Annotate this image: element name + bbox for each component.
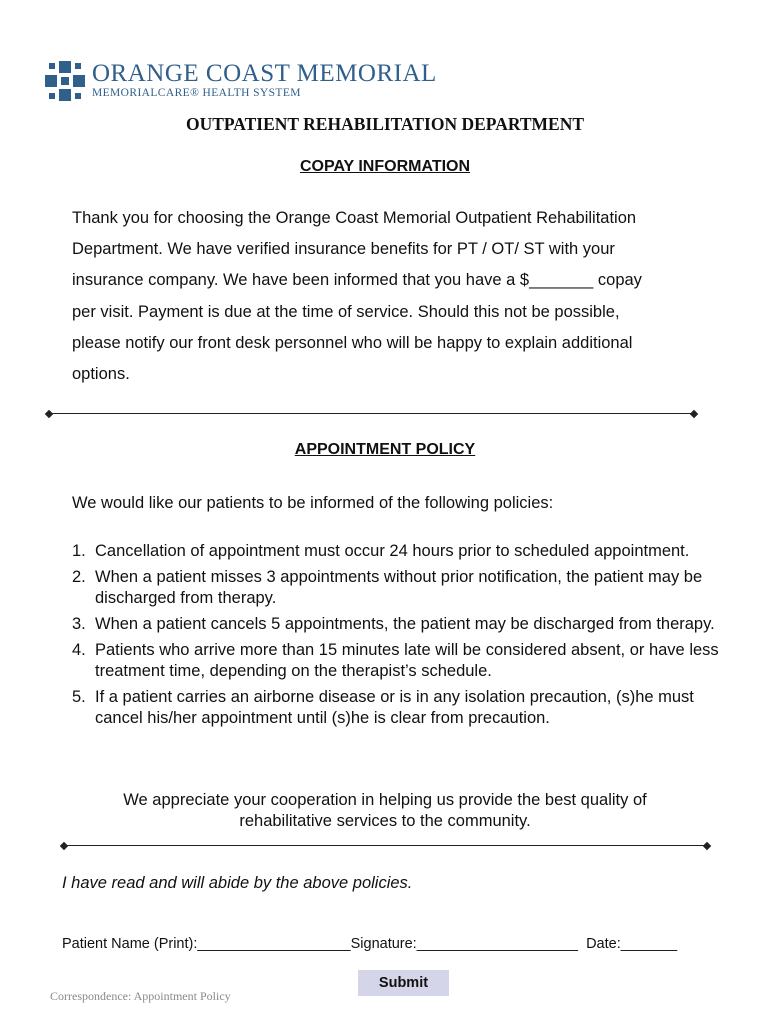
signature-row xyxy=(62,936,677,952)
copay-line: please notify our front desk personnel who will be happy to explain additional xyxy=(72,333,633,352)
policy-number: 1. xyxy=(72,542,86,560)
copay-line: options. xyxy=(72,365,130,384)
acknowledgement-text: I have read and will abide by the above policies. xyxy=(62,874,413,892)
copay-line: insurance company. We have been informed that you have a $_______ copay xyxy=(72,271,642,290)
policy-text: When a patient cancels 5 appointments, the patient may be discharged from therapy. xyxy=(95,615,715,633)
footer-note: Correspondence: Appointment Policy xyxy=(50,989,231,1003)
submit-button[interactable]: Submit xyxy=(358,970,449,996)
copay-line: Thank you for choosing the Orange Coast Memorial Outpatient Rehabilitation xyxy=(72,209,637,227)
copay-line: Department. We have verified insurance benefits for PT / OT/ ST with your xyxy=(72,240,615,259)
logo-subtitle: MEMORIALCARE® HEALTH SYSTEM xyxy=(92,87,301,99)
policy-text: Patients who arrive more than 15 minutes late will be considered absent, or have less treatment time, depending on the therapist’s schedule. xyxy=(95,641,719,680)
cross-logo-icon xyxy=(44,58,86,104)
closing-statement xyxy=(0,790,770,832)
hospital-logo xyxy=(44,58,437,104)
closing-line: rehabilitative services to the community. xyxy=(239,812,531,830)
copay-title: COPAY INFORMATION xyxy=(299,158,471,175)
copay-paragraph xyxy=(72,203,712,390)
policy-number: 3. xyxy=(72,615,86,633)
policy-number: 5. xyxy=(72,688,86,706)
closing-line: We appreciate your cooperation in helping us provide the best quality of xyxy=(123,791,647,809)
department-title: OUTPATIENT REHABILITATION DEPARTMENT xyxy=(185,114,585,134)
logo-name: ORANGE COAST MEMORIAL xyxy=(92,60,437,87)
policy-text: When a patient misses 3 appointments without prior notification, the patient may be discharged from therapy. xyxy=(95,568,703,607)
policy-intro: We would like our patients to be informed of the following policies: xyxy=(72,494,554,512)
date-field[interactable]: Date:_______ xyxy=(586,936,678,952)
policy-item xyxy=(72,541,722,562)
policy-text: If a patient carries an airborne disease or is in any isolation precaution, (s)he must cancel his/her appointment until (s)he is clear from precaution. xyxy=(95,688,694,727)
policy-number: 4. xyxy=(72,641,86,659)
copay-line: per visit. Payment is due at the time of service. Should this not be possible, xyxy=(72,302,620,321)
policy-item xyxy=(72,687,722,729)
section-divider xyxy=(64,845,707,846)
appointment-policy-title: APPOINTMENT POLICY xyxy=(294,441,476,458)
policy-list xyxy=(72,541,722,734)
policy-number: 2. xyxy=(72,568,86,586)
policy-item xyxy=(72,640,722,682)
patient-name-field[interactable]: Patient Name (Print):___________________ xyxy=(62,936,351,952)
policy-item xyxy=(72,614,722,635)
policy-text: Cancellation of appointment must occur 24 hours prior to scheduled appointment. xyxy=(95,542,690,560)
signature-field[interactable]: Signature:____________________ xyxy=(350,936,578,952)
section-divider xyxy=(49,413,694,414)
policy-item xyxy=(72,567,722,609)
